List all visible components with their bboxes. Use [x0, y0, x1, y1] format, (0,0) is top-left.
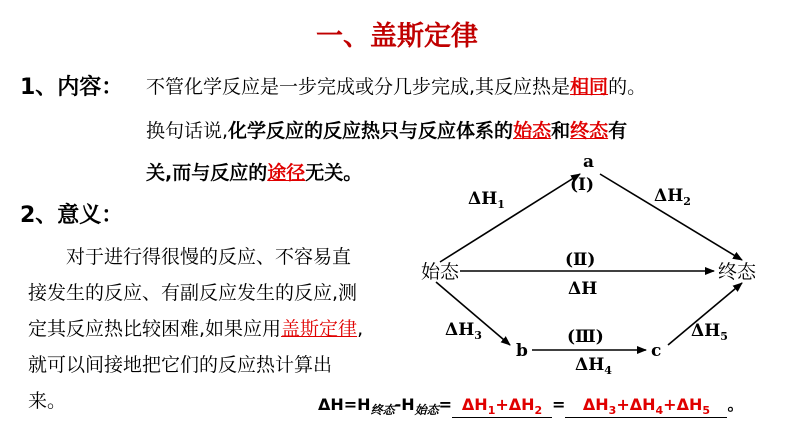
delta-h2-label: $\Delta H_2$ [654, 186, 691, 208]
node-c: c [651, 341, 662, 361]
answer-blank-2: $\Delta H_3+\Delta H_4+\Delta H_5$ [565, 395, 727, 418]
label-final-state: 终态 [718, 261, 757, 283]
label-initial-state: 始态 [421, 261, 460, 283]
eq-equals-1: = [438, 395, 453, 414]
content-line-2-end: 有 [608, 120, 628, 142]
hess-equation [318, 392, 743, 418]
content-line-2-and: 和 [551, 120, 571, 142]
delta-h3-label: $\Delta H_3$ [445, 320, 482, 342]
eq-period: 。 [727, 395, 744, 414]
delta-h5-label: $\Delta H_5$ [691, 321, 728, 343]
eq-sub-final: 终态 [370, 403, 395, 418]
highlight-initial-state: 始态 [513, 120, 552, 142]
delta-h1-label: $\Delta H_1$ [468, 189, 505, 211]
content-line-1-end: 的。 [608, 76, 647, 98]
eq-equals-2: = [552, 395, 566, 414]
content-line-2-bold: 化学反应的反应热只与反应体系的 [228, 120, 514, 142]
node-a: a [583, 152, 595, 172]
content-line-1-text: 不管化学反应是一步完成或分几步完成,其反应热是 [146, 76, 571, 98]
highlight-final-state: 终态 [570, 120, 609, 142]
highlight-path: 途径 [267, 162, 306, 184]
highlight-hess-law: 盖斯定律 [281, 318, 358, 340]
eq-minus: -H [394, 395, 415, 414]
answer-blank-1: $\Delta H_1+\Delta H_2$ [452, 395, 552, 418]
eq-lhs: ΔH=H [318, 395, 371, 414]
page-title: 一、盖斯定律 [316, 21, 478, 52]
content-line-2-prefix: 换句话说, [146, 120, 229, 142]
meaning-text-before: 对于进行得很慢的反应、不容易直接发生的反应、有副反应发生的反应,测定其反应热比较困难,如果应用 [28, 246, 358, 340]
content-heading: 1、内容： [20, 75, 124, 100]
arrow-start-to-a [440, 174, 580, 262]
route-1-label: (Ⅰ) [570, 175, 595, 195]
eq-sub-initial: 始态 [414, 403, 439, 418]
delta-h-direct: ΔH [568, 279, 598, 299]
content-line-3-end: 无关。 [305, 162, 363, 184]
highlight-same: 相同 [570, 76, 609, 98]
content-line-3-bold: 关,而与反应的 [146, 162, 268, 184]
delta-h4-label: $\Delta H_4$ [575, 355, 612, 377]
route-3-label: (Ⅲ) [567, 327, 604, 347]
meaning-heading: 2、意义： [20, 203, 124, 228]
node-b: b [516, 341, 528, 361]
route-2-label: (Ⅱ) [565, 250, 596, 270]
meaning-text-after: ,就可以间接地把它们的反应热计算出来。 [28, 318, 364, 412]
